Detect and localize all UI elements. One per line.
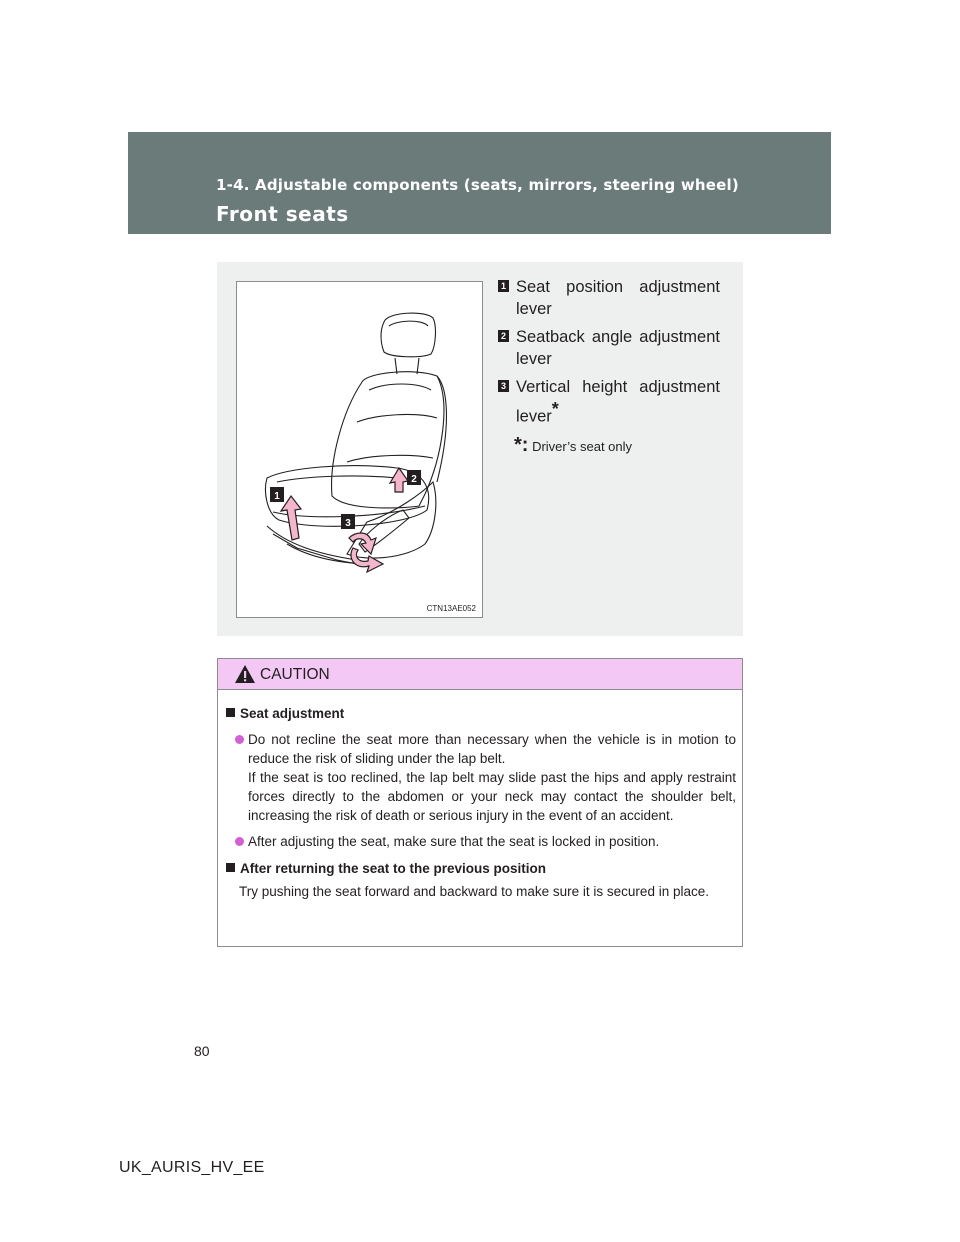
callout-1: 1 [274, 491, 280, 502]
bullet-continuation: If the seat is too reclined, the lap belt may slide past the hips and apply restraint forces directly to the abdomen or your neck may contact the shoulder belt, increasing the risk of death or serious injury in the event of an accident. [248, 770, 736, 823]
caution-header [218, 659, 742, 690]
legend-text-continued [516, 398, 720, 428]
caution-box [217, 658, 743, 947]
seat-illustration [236, 281, 483, 618]
bullet-text: After adjusting the seat, make sure that the seat is locked in position. [248, 834, 660, 849]
list-item [226, 832, 736, 851]
page-number: 80 [194, 1043, 210, 1059]
asterisk-note [498, 434, 720, 457]
legend [498, 276, 720, 457]
seat-drawing [237, 282, 482, 617]
asterisk-superscript: * [551, 399, 559, 419]
asterisk-note-text: Driver’s seat only [532, 438, 633, 454]
figure-panel [217, 262, 743, 636]
round-bullet-icon [235, 837, 244, 846]
topic-title: Seat adjustment [240, 706, 345, 721]
legend-text-continued: lever [516, 350, 552, 368]
asterisk-note-mark: *: [514, 433, 529, 456]
legend-number-badge: 1 [498, 280, 509, 292]
caution-body [218, 690, 742, 901]
legend-item [498, 376, 720, 428]
callout-2: 2 [411, 474, 417, 485]
document-code: UK_AURIS_HV_EE [119, 1159, 265, 1176]
warning-icon [234, 664, 256, 684]
legend-item [498, 276, 720, 320]
list-item [226, 730, 736, 768]
legend-text-word: lever [516, 407, 552, 426]
legend-number-badge: 2 [498, 330, 509, 342]
bullet-text: Do not recline the seat more than necessary when the vehicle is in motion to reduce the risk of sliding under the lap belt. [248, 732, 736, 766]
page-heading: Front seats [216, 202, 349, 226]
legend-text: Vertical height adjustment [516, 378, 720, 396]
legend-item [498, 326, 720, 370]
legend-text-continued: lever [516, 300, 552, 318]
arrow-1 [281, 496, 301, 540]
topic-title: After returning the seat to the previous position [240, 861, 547, 876]
square-bullet-icon [226, 708, 235, 717]
legend-text: Seat position adjustment [516, 278, 720, 296]
legend-number-badge: 3 [498, 380, 509, 392]
legend-text: Seatback angle adjustment [516, 328, 720, 346]
arrow-3b [351, 548, 383, 572]
topic-heading [226, 704, 736, 723]
caution-label: CAUTION [260, 666, 330, 683]
image-code: CTN13AE052 [426, 604, 476, 613]
chapter-header-bar [128, 132, 831, 234]
square-bullet-icon [226, 863, 235, 872]
topic-heading [226, 859, 736, 878]
section-title: 1-4. Adjustable components (seats, mirrors, steering wheel) [216, 176, 739, 194]
topic-body: Try pushing the seat forward and backward to make sure it is secured in place. [239, 884, 709, 899]
callout-3: 3 [345, 518, 351, 529]
round-bullet-icon [235, 735, 244, 744]
arrow-2 [390, 468, 408, 492]
